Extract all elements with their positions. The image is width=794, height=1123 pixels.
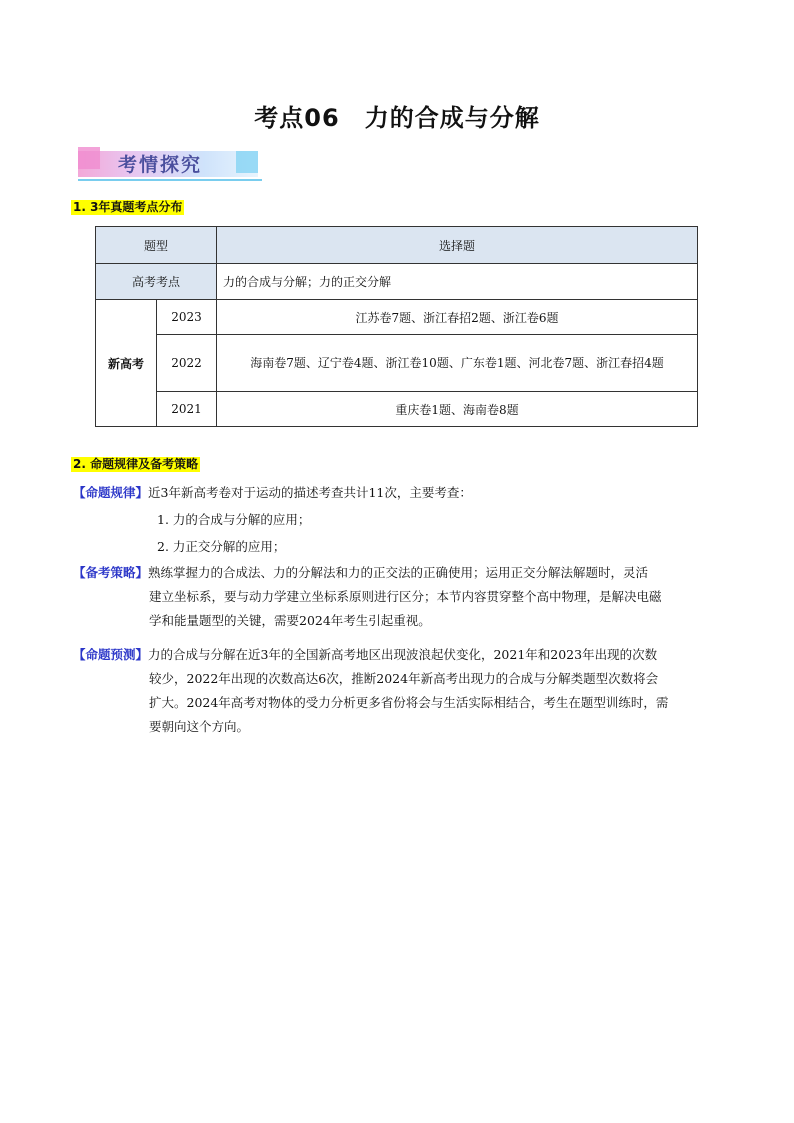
section-banner: [78, 147, 262, 183]
forecast-label: 【命题预测】: [73, 647, 149, 662]
strategy-label: 【备考策略】: [73, 565, 149, 580]
table-topic-label: 高考考点: [96, 264, 217, 300]
section2-heading: 2. 命题规律及备考策略: [73, 457, 199, 471]
rule-paragraph: [73, 481, 725, 505]
forecast-line: 较少，2022年出现的次数高达6次，推断2024年新高考出现力的合成与分解类题型次数将会: [149, 671, 659, 686]
table-row: [96, 264, 698, 300]
banner-underline: [78, 179, 262, 181]
table-header-value: 选择题: [217, 227, 698, 264]
banner-blue-square: [236, 151, 258, 173]
strategy-line: 建立坐标系，要与动力学建立坐标系原则进行区分；本节内容贯穿整个高中物理，是解决电磁: [149, 589, 662, 604]
table-row: [96, 392, 698, 427]
rule-item: 2. 力正交分解的应用；: [157, 539, 286, 554]
exam-distribution-table: [95, 226, 698, 427]
forecast-line: 要朝向这个方向。: [149, 719, 250, 734]
forecast-paragraph: [73, 643, 725, 739]
table-content: 海南卷7题、辽宁卷4题、浙江卷10题、广东卷1题、河北卷7题、浙江春招4题: [217, 335, 698, 392]
table-year: 2021: [157, 392, 217, 427]
table-topic-value: 力的合成与分解；力的正交分解: [217, 264, 698, 300]
banner-pink-square: [78, 147, 100, 169]
table-group-label: 新高考: [96, 300, 157, 427]
table-header-label: 题型: [96, 227, 217, 264]
strategy-line: 学和能量题型的关键，需要2024年考生引起重视。: [149, 613, 431, 628]
forecast-line: 力的合成与分解在近3年的全国新高考地区出现波浪起伏变化，2021年和2023年出现的次数: [148, 647, 658, 662]
table-content: 江苏卷7题、浙江春招2题、浙江卷6题: [217, 300, 698, 335]
strategy-line: 熟练掌握力的合成法、力的分解法和力的正交法的正确使用；运用正交分解法解题时，灵活: [148, 565, 649, 580]
table-row: [96, 335, 698, 392]
table-content: 重庆卷1题、海南卷8题: [217, 392, 698, 427]
section1-heading: 1. 3年真题考点分布: [73, 200, 183, 214]
rule-item: 1. 力的合成与分解的应用；: [157, 512, 311, 527]
banner-label: 考情探究: [118, 154, 203, 176]
table-year: 2022: [157, 335, 217, 392]
table-row: [96, 300, 698, 335]
strategy-paragraph: [73, 561, 725, 633]
rule-label: 【命题规律】: [73, 485, 149, 500]
rule-text: 近3年新高考卷对于运动的描述考查共计11次，主要考查：: [148, 485, 472, 500]
page-title: 考点06 力的合成与分解: [254, 104, 540, 132]
table-year: 2023: [157, 300, 217, 335]
table-row: [96, 227, 698, 264]
forecast-line: 扩大。2024年高考对物体的受力分析更多省份将会与生活实际相结合，考生在题型训练时，需: [149, 695, 669, 710]
